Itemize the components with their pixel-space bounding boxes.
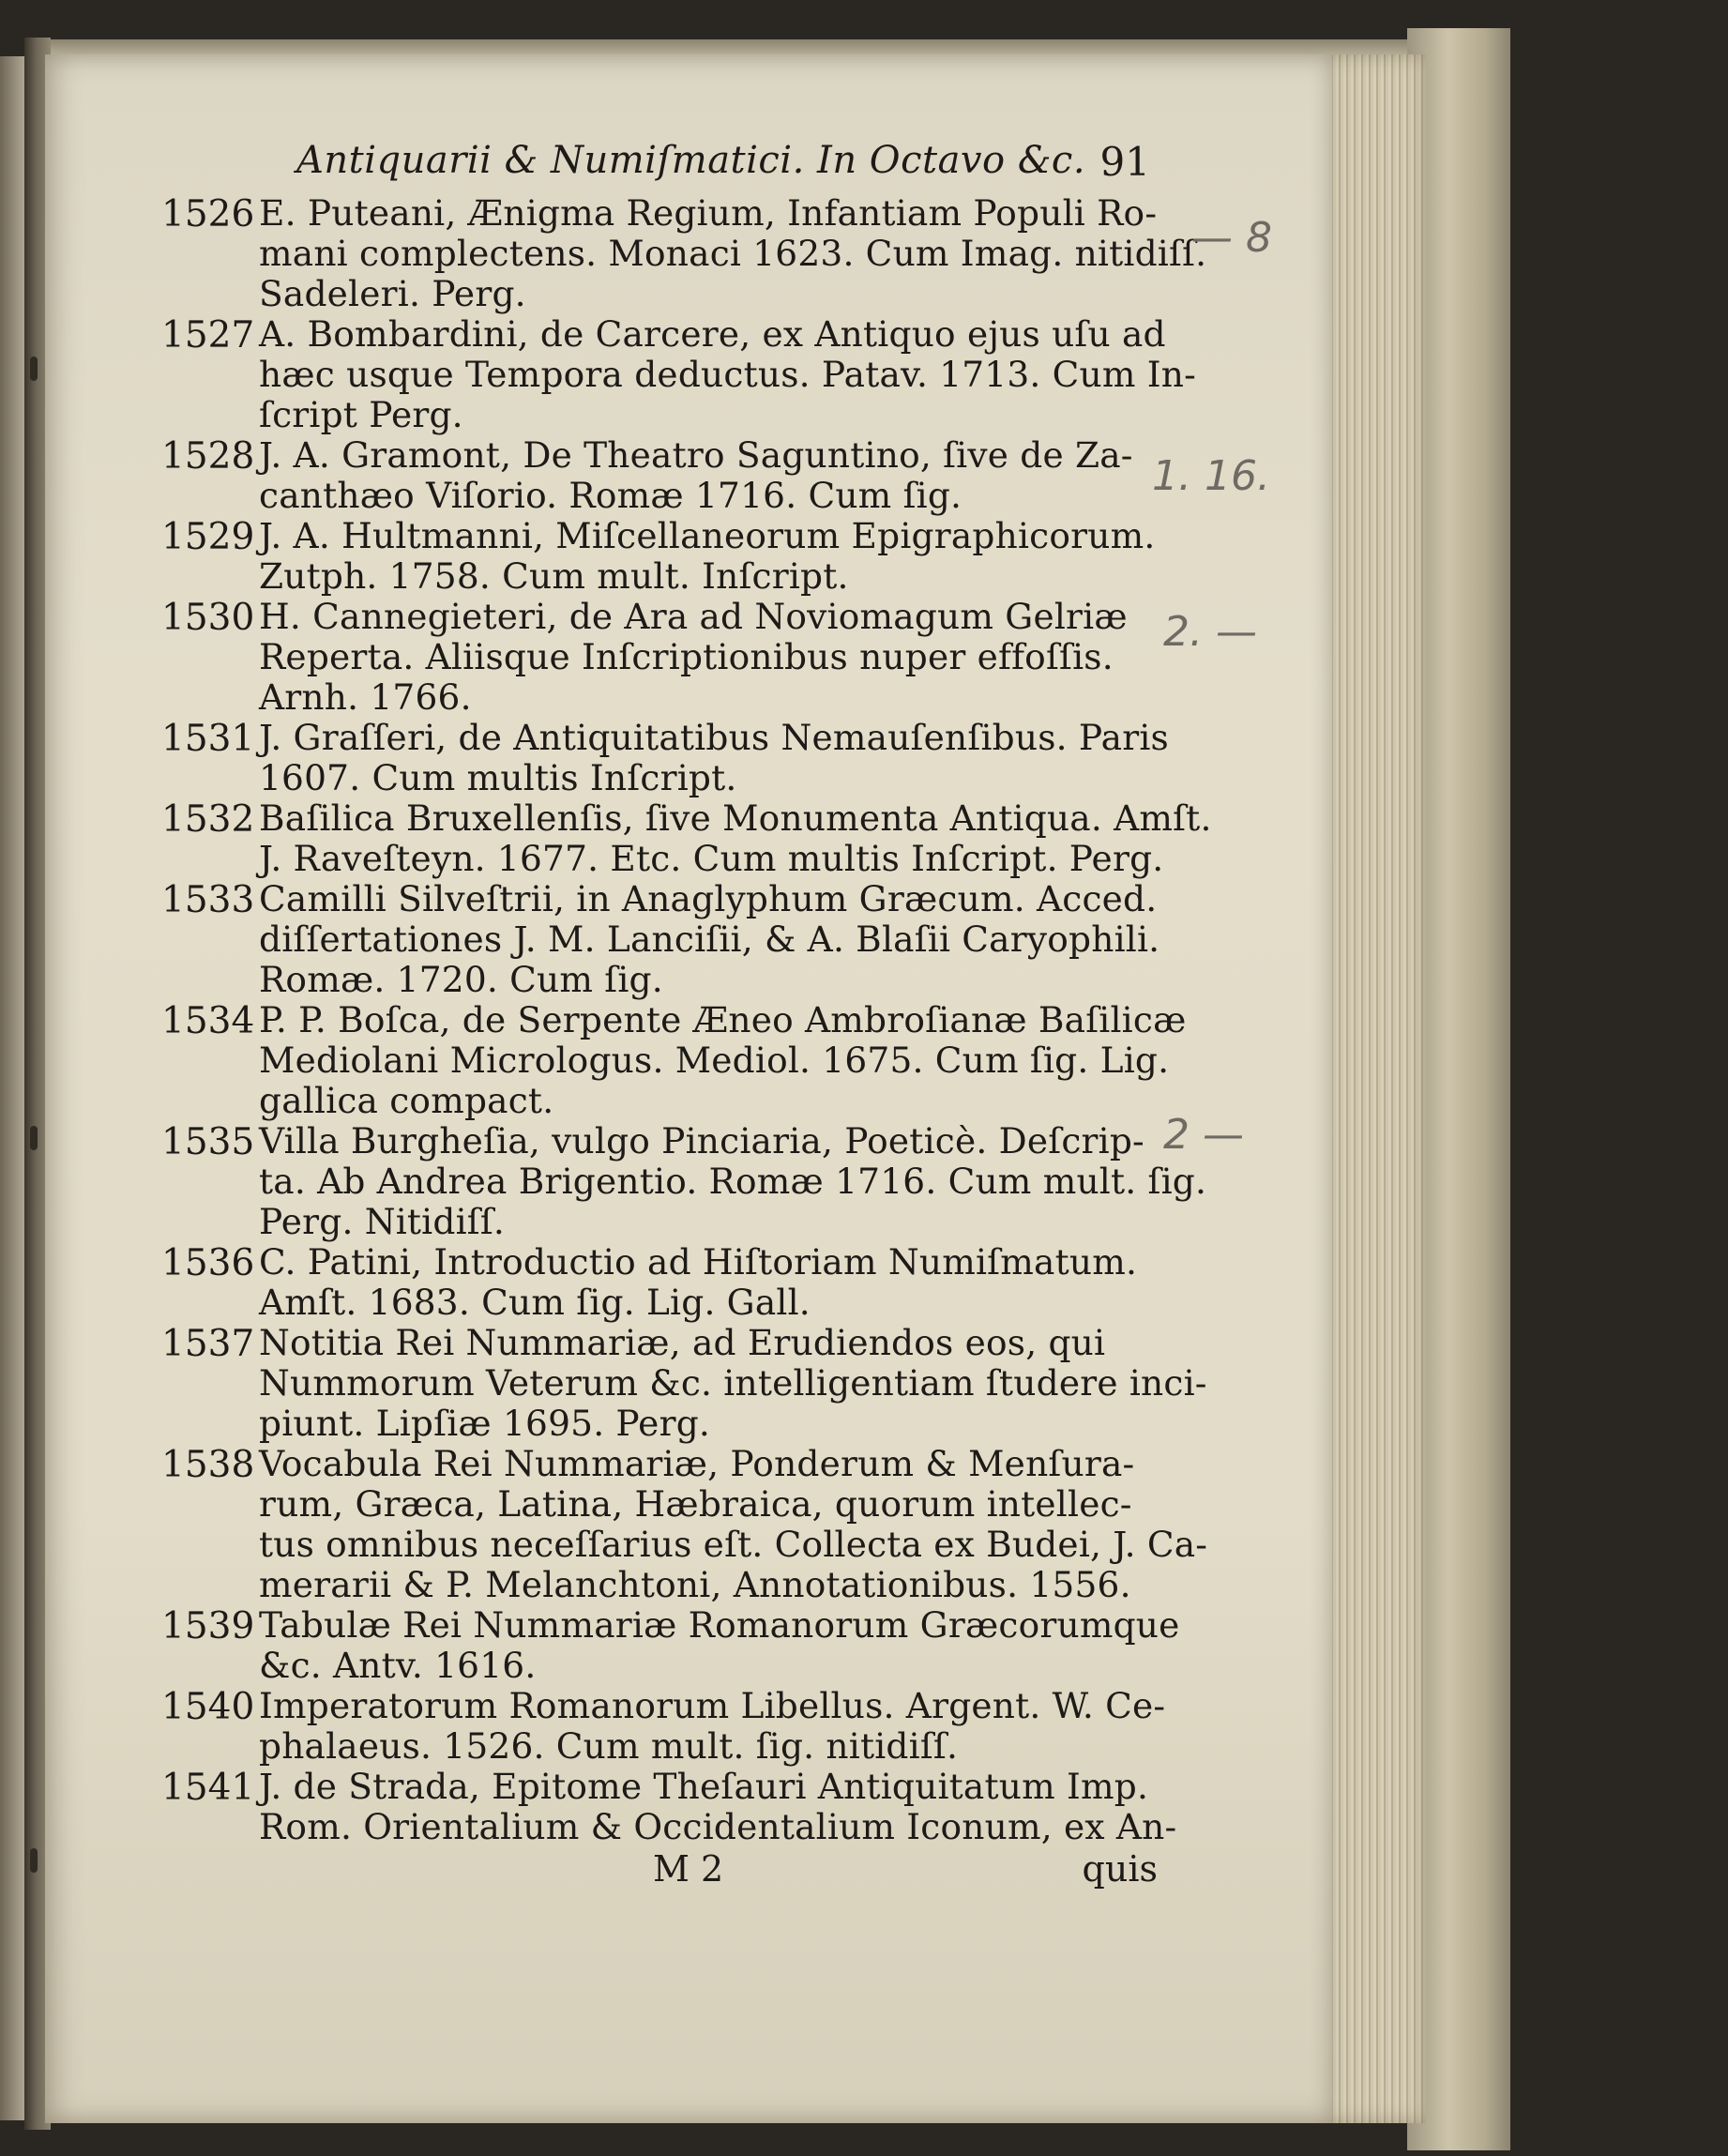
catalogue-entry [156,597,1188,718]
entry-line: tus omnibus neceſſarius eſt. Collecta ex Budei, J. Ca- [259,1524,1208,1565]
sewing-hole [30,1126,38,1150]
entry-line: ta. Ab Andrea Brigentio. Romæ 1716. Cum mult. ſig. [259,1161,1207,1202]
entry-number: 1530 [161,597,255,639]
entry-number: 1526 [161,193,255,235]
entry-line: Nummorum Veterum &c. intelligentiam ſtudere inci- [259,1362,1207,1404]
page-number: 91 [1099,139,1150,185]
catalogue-entry [156,516,1188,597]
catalogue-entry [156,797,1212,879]
entry-line: Amſt. 1683. Cum ſig. Lig. Gall. [259,1282,811,1323]
running-head [156,139,1188,193]
entry-line: A. Bombardini, de Carcere, ex Antiquo ejus uſu ad [259,313,1166,355]
entry-line: diſſertationes J. M. Lanciſii, & A. Blaſii Caryophili. [259,919,1160,960]
entry-number: 1533 [161,879,255,921]
entry-line: Vocabula Rei Nummariæ, Ponderum & Menſura- [259,1443,1135,1484]
entry-line: Mediolani Micrologus. Mediol. 1675. Cum ſig. Lig. [259,1040,1170,1081]
entry-number: 1532 [161,798,255,841]
entry-line: piunt. Lipſiæ 1695. Perg. [259,1403,711,1444]
catalogue-entry [156,879,1188,1000]
entry-number: 1529 [161,516,255,558]
entry-line: Perg. Nitidiſſ. [259,1201,506,1242]
margin-note: 1. 16. [1152,452,1270,500]
entry-number: 1535 [161,1121,255,1163]
entry-number: 1527 [161,314,255,357]
entry-line: &c. Antv. 1616. [259,1645,537,1686]
entry-line: Sadeleri. Perg. [259,273,526,314]
entry-line: P. P. Boſca, de Serpente Æneo Ambroſianæ Baſilicæ [259,999,1187,1040]
entry-line: J. Raveſteyn. 1677. Etc. Cum multis Inſcript. Perg. [259,838,1164,879]
entry-number: 1540 [161,1686,255,1728]
margin-note: 2. — [1163,608,1257,656]
entry-line: Tabulæ Rei Nummariæ Romanorum Græcorumque [259,1604,1180,1646]
margin-note: — 8 [1191,214,1272,262]
running-title: Antiquarii & Numiſmatici. In Octavo &c. [296,139,1086,182]
entry-number: 1537 [161,1323,255,1365]
entry-line: Baſilica Bruxellenſis, ſive Monumenta Antiqua. Amſt. [259,797,1212,839]
catalogue-entry [156,1443,1208,1605]
entry-number: 1534 [161,1000,255,1042]
entry-line: hæc usque Tempora deductus. Patav. 1713. Cum In- [259,354,1197,395]
entry-line: mani complectens. Monaci 1623. Cum Imag. nitidiſſ. [259,233,1207,274]
signature-mark: M 2 [653,1848,724,1890]
entry-line: phalaeus. 1526. Cum mult. ſig. nitidiſſ. [259,1725,959,1767]
entry-line: Zutph. 1758. Cum mult. Inſcript. [259,555,849,597]
entry-line: merarii & P. Melanchtoni, Annotationibus. 1556. [259,1564,1131,1605]
entry-line: Villa Burgheſia, vulgo Pinciaria, Poeticè. Deſcrip- [259,1120,1144,1162]
entry-line: Imperatorum Romanorum Libellus. Argent. W. Ce- [259,1685,1166,1726]
catalogue-entry [156,1322,1207,1444]
sewing-hole [30,357,38,381]
catchword: quis [1082,1848,1158,1890]
catalogue-entry [156,1000,1188,1121]
catalogue-entry [156,1605,1188,1686]
entry-line: Reperta. Aliisque Inſcriptionibus nuper effoſſis. [259,636,1114,677]
entry-line: gallica compact. [259,1080,554,1121]
catalogue-entry [156,1767,1188,1847]
entry-line: Camilli Silveſtrii, in Anaglyphum Græcum. Acced. [259,878,1158,919]
entry-line: rum, Græca, Latina, Hæbraica, quorum intellec- [259,1483,1132,1525]
margin-note: 2 — [1163,1111,1244,1159]
entry-line: Romæ. 1720. Cum ſig. [259,959,663,1000]
entry-line: Arnh. 1766. [259,676,472,718]
entry-number: 1539 [161,1605,255,1647]
entry-line: J. A. Gramont, De Theatro Saguntino, ſive de Za- [259,434,1133,476]
catalogue-entry [156,718,1188,798]
entry-line: 1607. Cum multis Inſcript. [259,757,737,798]
entry-number: 1531 [161,718,255,760]
catalogue-entry [156,435,1188,516]
catalogue-entry [156,1242,1188,1323]
book-fore-edge [1321,54,1426,2123]
page-footer [156,1847,1188,1890]
catalogue-entry [156,192,1207,314]
entry-line: ſcript Perg. [259,394,463,435]
entry-line: J. A. Hultmanni, Miſcellaneorum Epigraphicorum. [259,515,1156,556]
entry-number: 1541 [161,1767,255,1809]
entry-line: J. de Strada, Epitome Theſauri Antiquitatum Imp. [259,1766,1149,1807]
entry-number: 1528 [161,435,255,478]
entry-line: C. Patini, Introductio ad Hiſtoriam Numiſmatum. [259,1241,1138,1283]
entry-line: Notitia Rei Nummariæ, ad Erudiendos eos, qui [259,1322,1106,1363]
catalogue-entry [156,1120,1207,1242]
catalogue-entry [156,313,1197,435]
entry-line: H. Cannegieteri, de Ara ad Noviomagum Gelriæ [259,596,1128,637]
entry-number: 1538 [161,1444,255,1486]
entry-line: Rom. Orientalium & Occidentalium Iconum, ex An- [259,1806,1177,1847]
entry-line: E. Puteani, Ænigma Regium, Infantiam Populi Ro- [259,192,1158,234]
entry-line: canthæo Viſorio. Romæ 1716. Cum ſig. [259,475,963,516]
entry-line: J. Graſſeri, de Antiquitatibus Nemauſenſibus. Paris [259,717,1169,758]
catalogue-entry [156,1686,1188,1767]
sewing-hole [30,1848,38,1873]
entry-number: 1536 [161,1242,255,1284]
